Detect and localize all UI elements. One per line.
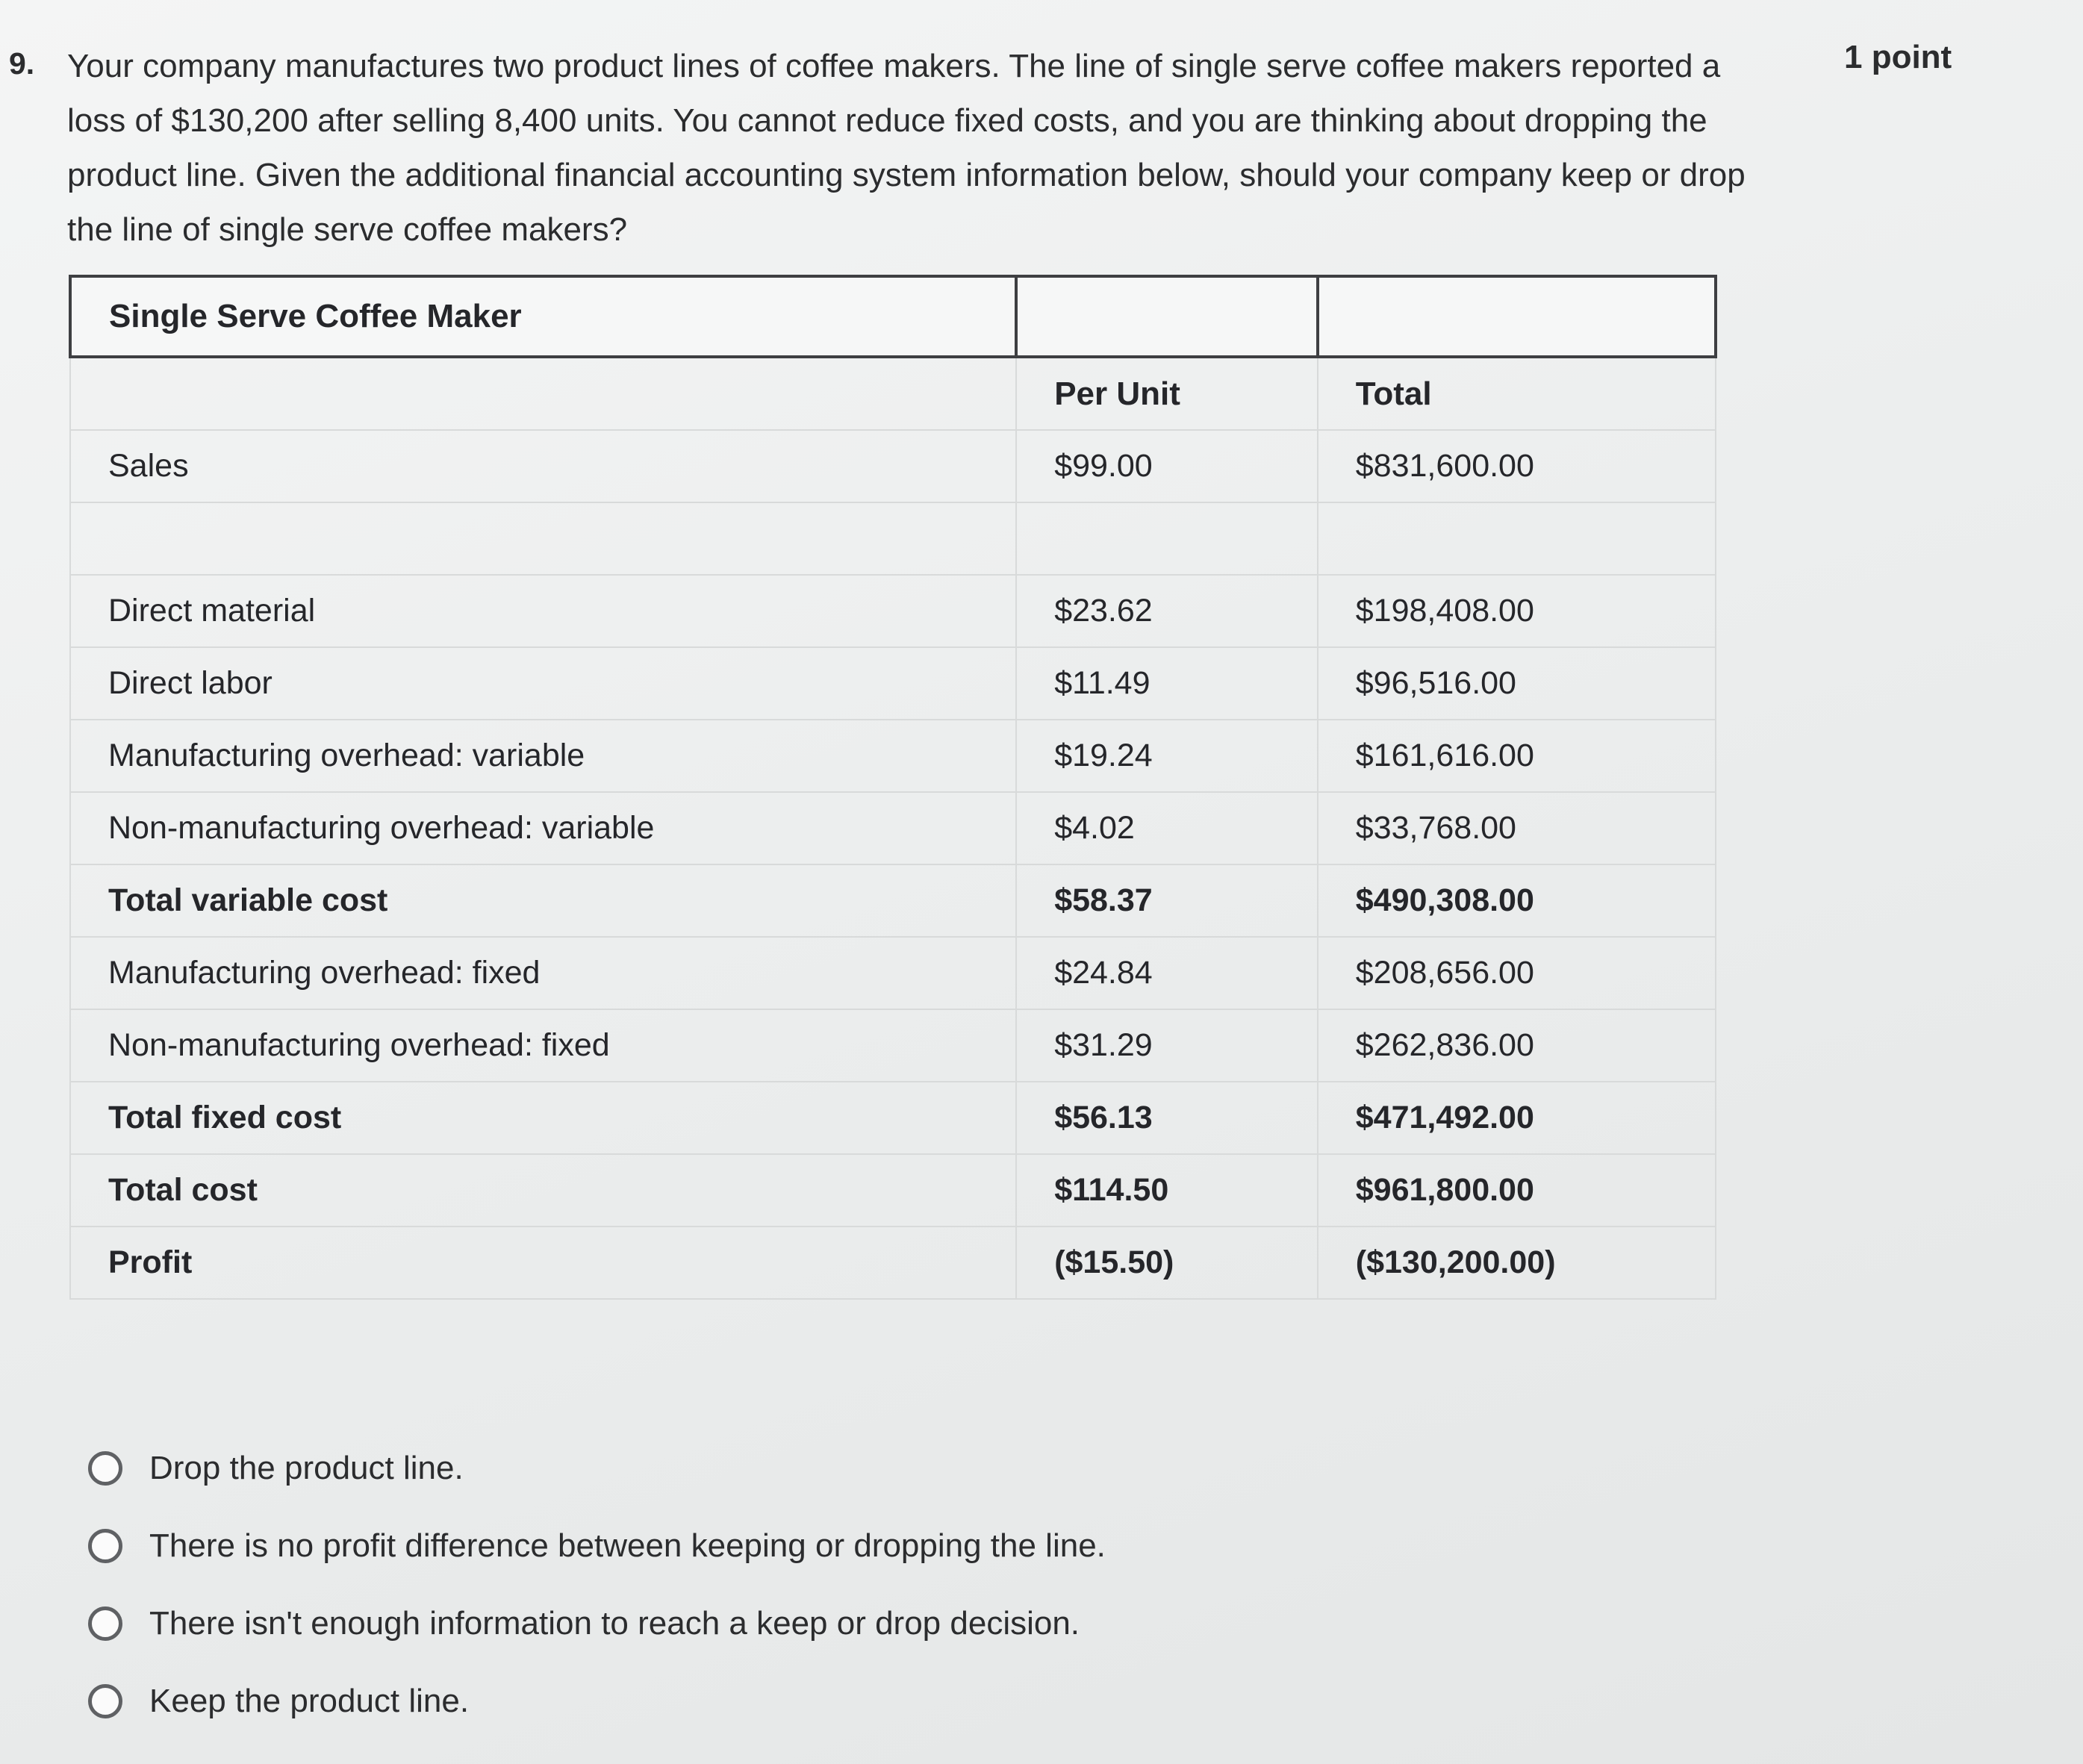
row-label: Direct material [70,575,1016,647]
question-number: 9. [9,46,35,81]
row-per-unit: ($15.50) [1016,1227,1318,1299]
row-label: Manufacturing overhead: variable [70,720,1016,792]
question-text: Your company manufactures two product lines of coffee makers. The line of single serve coffee makers reported a loss of $130,200 after selling 8,400 units. You cannot reduce fixed costs, and you are thinking about dropping the product line. Given the additional financial accounting system information below, should your company keep or drop the line of single serve coffee makers? [67,48,1746,248]
row-per-unit: $23.62 [1016,575,1318,647]
row-total: $161,616.00 [1318,720,1716,792]
row-per-unit: $56.13 [1016,1082,1318,1154]
radio-button[interactable] [88,1451,122,1486]
radio-button[interactable] [88,1684,122,1718]
row-label: Non-manufacturing overhead: variable [70,792,1016,864]
row-label: Direct labor [70,647,1016,720]
total-header: Total [1318,357,1716,430]
table-row [70,502,1716,575]
option-not-enough-info[interactable] [88,1585,1106,1662]
row-total: $471,492.00 [1318,1082,1716,1154]
row-total: $831,600.00 [1318,430,1716,502]
row-per-unit: $4.02 [1016,792,1318,864]
row-per-unit: $24.84 [1016,937,1318,1009]
row-total: $33,768.00 [1318,792,1716,864]
row-total: $208,656.00 [1318,937,1716,1009]
option-drop[interactable] [88,1430,1106,1507]
row-total: ($130,200.00) [1318,1227,1716,1299]
row-total: $490,308.00 [1318,864,1716,937]
radio-button[interactable] [88,1606,122,1641]
option-label[interactable]: There is no profit difference between keeping or dropping the line. [149,1527,1106,1564]
table-row [70,1082,1716,1154]
points-label: 1 point [1844,39,1952,75]
table-row [70,937,1716,1009]
row-total: $198,408.00 [1318,575,1716,647]
table-row [70,1009,1716,1082]
table-row [70,430,1716,502]
row-per-unit: $99.00 [1016,430,1318,502]
row-per-unit: $19.24 [1016,720,1318,792]
row-per-unit: $114.50 [1016,1154,1318,1227]
table-row [70,1227,1716,1299]
row-total: $961,800.00 [1318,1154,1716,1227]
row-label: Total cost [70,1154,1016,1227]
radio-button[interactable] [88,1529,122,1563]
option-label[interactable]: There isn't enough information to reach a keep or drop decision. [149,1605,1080,1642]
option-no-difference[interactable] [88,1507,1106,1585]
option-label[interactable]: Drop the product line. [149,1450,464,1486]
option-keep[interactable] [88,1662,1106,1740]
cost-table [69,275,1717,1300]
table-row [70,720,1716,792]
table-title-row [70,276,1716,357]
row-per-unit: $58.37 [1016,864,1318,937]
row-total [1318,502,1716,575]
row-label: Manufacturing overhead: fixed [70,937,1016,1009]
table-title-empty-cell [1016,276,1318,357]
row-per-unit: $31.29 [1016,1009,1318,1082]
row-total: $262,836.00 [1318,1009,1716,1082]
table-row [70,1154,1716,1227]
table-row [70,647,1716,720]
table-header-empty-cell [70,357,1016,430]
table-title: Single Serve Coffee Maker [70,276,1016,357]
row-label: Sales [70,430,1016,502]
option-label[interactable]: Keep the product line. [149,1683,470,1719]
row-per-unit [1016,502,1318,575]
row-label: Profit [70,1227,1016,1299]
table-title-empty-cell [1318,276,1716,357]
per-unit-header: Per Unit [1016,357,1318,430]
table-header-row [70,357,1716,430]
answer-options [88,1430,1106,1740]
row-label: Total variable cost [70,864,1016,937]
row-label: Total fixed cost [70,1082,1016,1154]
row-label: Non-manufacturing overhead: fixed [70,1009,1016,1082]
table-row [70,864,1716,937]
row-label [70,502,1016,575]
table-row [70,792,1716,864]
row-per-unit: $11.49 [1016,647,1318,720]
row-total: $96,516.00 [1318,647,1716,720]
table-row [70,575,1716,647]
